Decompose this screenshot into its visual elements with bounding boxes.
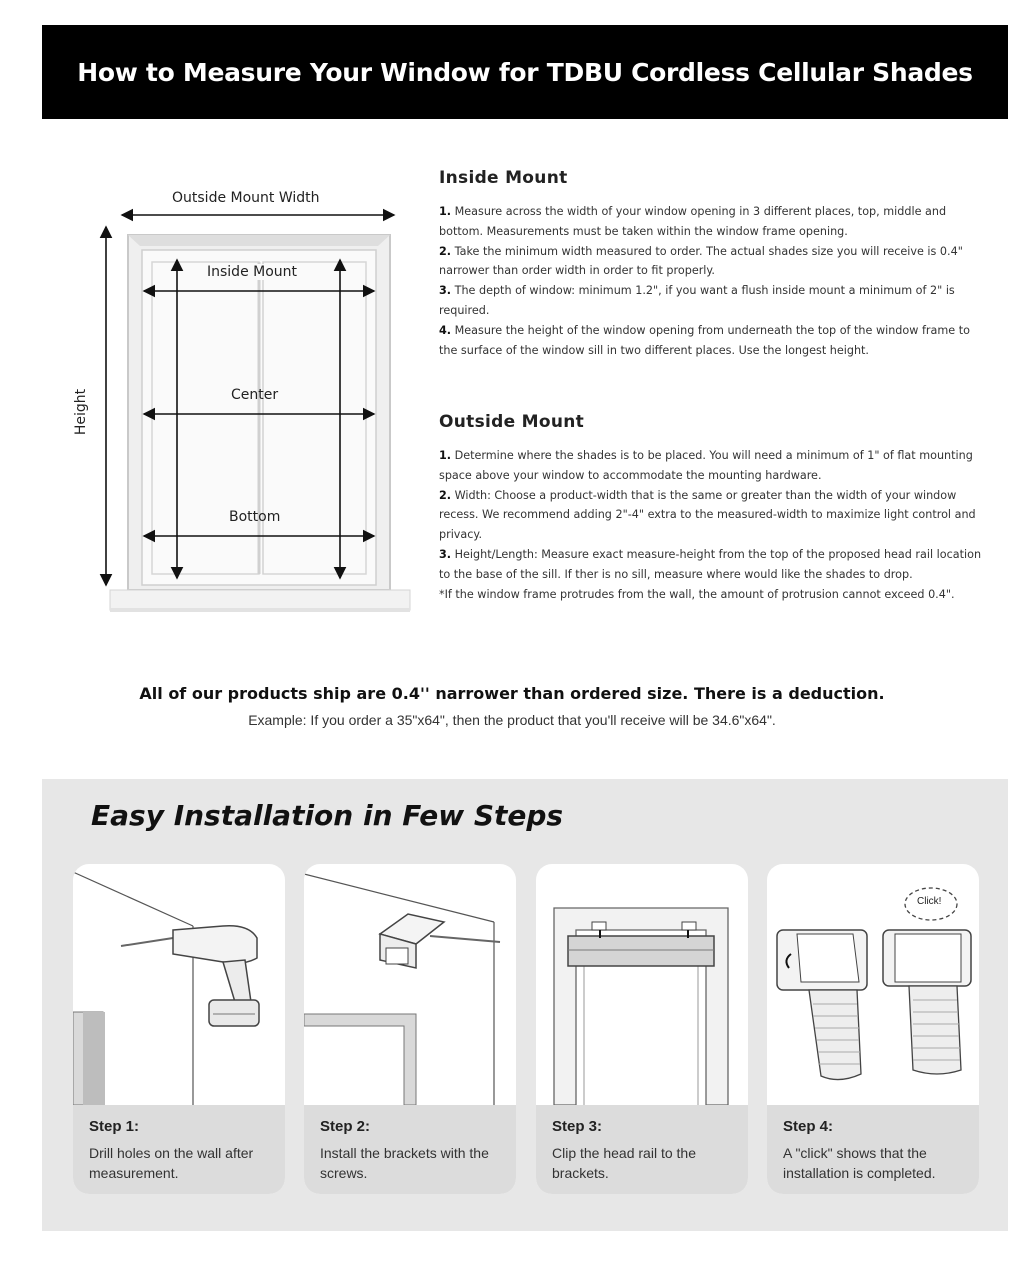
step-card-3: [536, 864, 748, 1194]
step-caption: [73, 1105, 285, 1194]
step-title: Step 2:: [320, 1118, 371, 1135]
step-title: Step 3:: [552, 1118, 603, 1135]
installation-section: [42, 779, 1008, 1231]
deduction-notice: [0, 684, 1024, 728]
inside-mount-item: 1. Measure across the width of your window opening in 3 different places, top, middle and bottom. Measurements must be taken within the window frame opening.: [439, 205, 947, 238]
step-caption: [536, 1105, 748, 1194]
inside-mount-item: 2. Take the minimum width measured to order. The actual shades size you will receive is 0.4" narrower than order width in order to fit properly.: [439, 244, 963, 278]
inside-mount-label: Inside Mount: [207, 264, 298, 280]
deduction-statement: All of our products ship are 0.4'' narrower than ordered size. There is a deduction.: [139, 684, 885, 703]
headrail-illustration: [536, 864, 748, 1105]
bottom-label: Bottom: [229, 509, 281, 525]
click-illustration: [767, 864, 979, 1105]
outside-mount-item: 1. Determine where the shades is to be placed. You will need a minimum of 1" of flat mounting space above your window to accommodate the mounting hardware.: [439, 449, 973, 482]
bracket-illustration: [304, 864, 516, 1105]
inside-mount-item: 4. Measure the height of the window opening from underneath the top of the window frame to the surface of the window sill in two different places. Use the longest height.: [439, 323, 970, 357]
outside-mount-section: [439, 412, 984, 604]
outside-mount-note: *If the window frame protrudes from the wall, the amount of protrusion cannot exceed 0.4".: [439, 587, 955, 601]
outside-mount-width-label: Outside Mount Width: [172, 190, 320, 206]
inside-mount-item: 3. The depth of window: minimum 1.2", if you want a flush inside mount a minimum of 2" is required.: [439, 284, 955, 317]
outside-mount-heading: Outside Mount: [439, 412, 585, 432]
step-caption: [767, 1105, 979, 1194]
title-banner: [42, 25, 1008, 119]
step-caption: [304, 1105, 516, 1194]
step-description: Install the brackets with the screws.: [320, 1145, 489, 1181]
inside-mount-heading: Inside Mount: [439, 168, 568, 188]
step-description: Drill holes on the wall after measurement.: [89, 1145, 254, 1181]
installation-title: Easy Installation in Few Steps: [91, 799, 564, 832]
step-description: A "click" shows that the installation is completed.: [783, 1145, 936, 1181]
window-diagram: [60, 180, 430, 620]
step-card-4: [767, 864, 979, 1194]
drill-illustration: [73, 864, 285, 1105]
step-card-1: [73, 864, 285, 1194]
step-card-2: [304, 864, 516, 1194]
height-label: Height: [73, 388, 90, 436]
step-title: Step 1:: [89, 1118, 140, 1135]
outside-mount-item: 3. Height/Length: Measure exact measure-height from the top of the proposed head rail location to the base of the sill. If ther is no sill, measure where would like the shades to drop.: [439, 547, 982, 581]
deduction-example: Example: If you order a 35"x64", then the product that you'll receive will be 34.6"x64".: [248, 712, 776, 728]
click-label: Click!: [917, 896, 942, 907]
center-label: Center: [231, 387, 279, 403]
page-title: How to Measure Your Window for TDBU Cordless Cellular Shades: [77, 57, 973, 87]
inside-mount-section: [439, 168, 984, 360]
step-description: Clip the head rail to the brackets.: [552, 1145, 696, 1181]
outside-mount-item: 2. Width: Choose a product-width that is the same or greater than the width of your window recess. We recommend adding 2"-4" extra to the measured-width to maximize light control and privacy.: [439, 488, 976, 542]
step-title: Step 4:: [783, 1118, 834, 1135]
